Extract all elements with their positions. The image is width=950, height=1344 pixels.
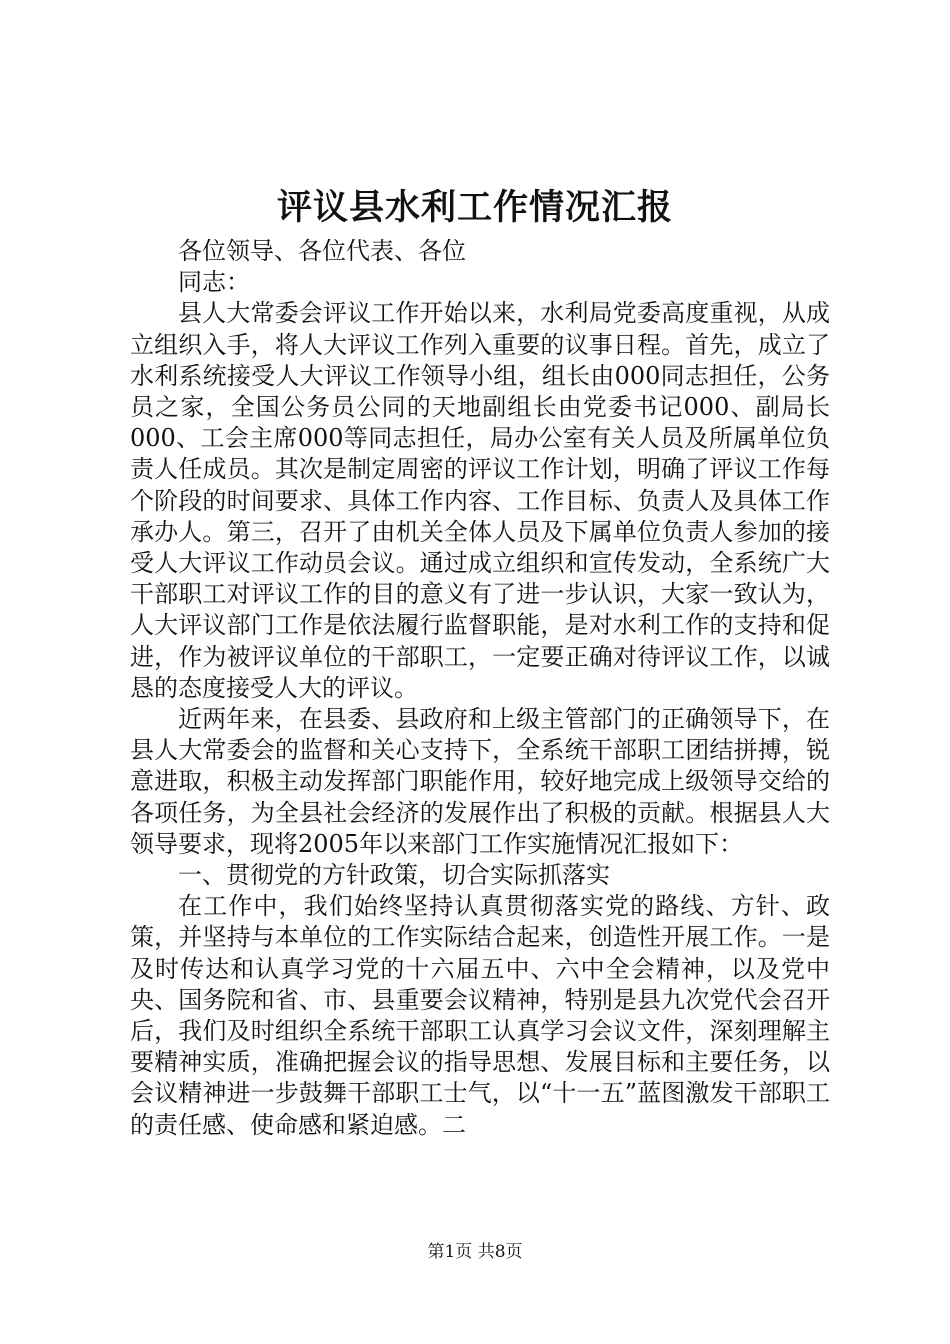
paragraph-2: 近两年来，在县委、县政府和上级主管部门的正确领导下，在县人大常委会的监督和关心支持下，全系统干部职工团结拼搏，锐意进取，积极主动发挥部门职能作用，较好地完成上级领导交给的各项任务，为全县社会经济的发展作出了积极的贡献。根据县人大领导要求，现将2005年以来部门工作实施情况汇报如下： [130, 705, 830, 858]
section-heading-1: 一、贯彻党的方针政策，切合实际抓落实 [178, 861, 610, 890]
salutation-line-2: 同志： [178, 268, 250, 297]
paragraph-1: 县人大常委会评议工作开始以来，水利局党委高度重视，从成立组织入手，将人大评议工作列入重要的议事日程。首先，成立了水利系统接受人大评议工作领导小组，组长由000同志担任，公务员之家，全国公务员公同的天地副组长由党委书记000、副局长000、工会主席000等同志担任，局办公室有关人员及所属单位负责人任成员。其次是制定周密的评议工作计划，明确了评议工作每个阶段的时间要求、具体工作内容、工作目标、负责人及具体工作承办人。第三，召开了由机关全体人员及下属单位负责人参加的接受人大评议工作动员会议。通过成立组织和宣传发动，全系统广大干部职工对评议工作的目的意义有了进一步认识，大家一致认为，人大评议部门工作是依法履行监督职能，是对水利工作的支持和促进，作为被评议单位的干部职工，一定要正确对待评议工作，以诚恳的态度接受人大的评议。 [130, 299, 830, 702]
document-body [130, 236, 830, 1141]
page-number-footer: 第1页 共8页 [427, 1242, 523, 1262]
salutation-line-1: 各位领导、各位代表、各位 [178, 237, 466, 265]
paragraph-3: 在工作中，我们始终坚持认真贯彻落实党的路线、方针、政策，并坚持与本单位的工作实际结合起来，创造性开展工作。一是及时传达和认真学习党的十六届五中、六中全会精神，以及党中央、国务院和省、市、县重要会议精神，特别是县九次党代会召开后，我们及时组织全系统干部职工认真学习会议文件，深刻理解主要精神实质，准确把握会议的指导思想、发展目标和主要任务，以会议精神进一步鼓舞干部职工士气，以“十一五”蓝图激发干部职工的责任感、使命感和紧迫感。二 [130, 892, 830, 1139]
document-title: 评议县水利工作情况汇报 [276, 187, 673, 228]
